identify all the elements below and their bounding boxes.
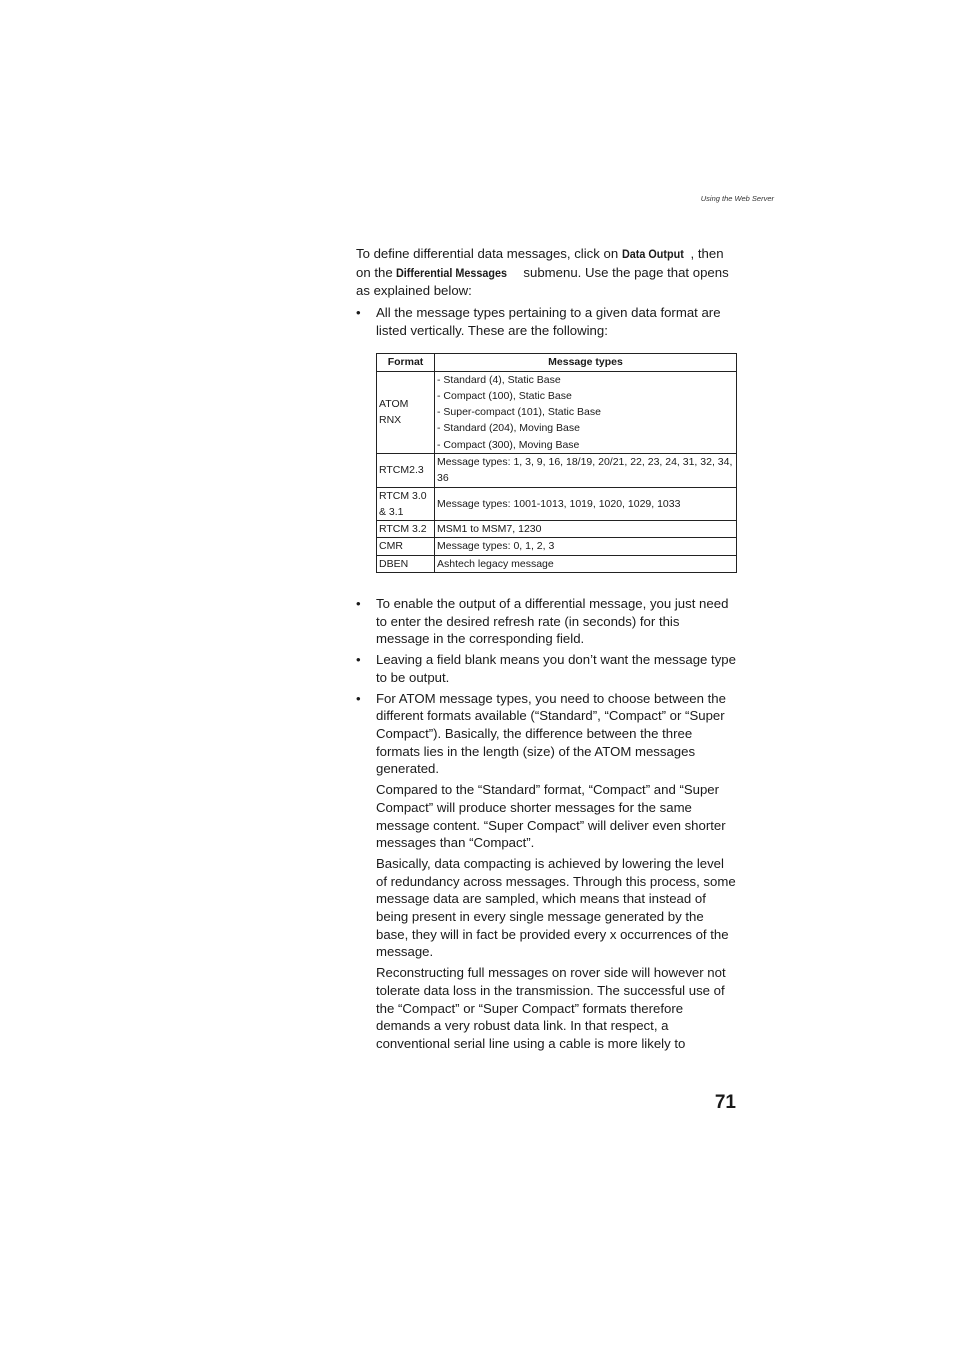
page-content [356,245,736,1056]
message-type-line: - Super-compact (101), Static Base [437,406,601,419]
message-type-line: - Compact (100), Static Base [437,389,572,402]
format-cell [377,454,435,488]
table-row [377,538,737,555]
page-number: 71 [714,1092,736,1113]
format-cell [377,521,435,538]
table-container [376,353,736,574]
bullet-item [356,595,736,648]
table-body [377,371,737,573]
bullet-list-top [356,304,736,339]
submenu-differential-messages: Differential Messages [396,265,508,280]
column-header-format: Format [377,353,435,371]
bullet-paragraph: Reconstructing full messages on rover side will however not tolerate data loss in the transmission. The successful use of the “Compact” or “Super Compact” formats therefore demands a very robust data link. In that respect, a conventional serial line using a cable is more likely to [376,965,726,1051]
menu-data-output: Data Output [621,247,684,261]
format-line: & 3.1 [379,505,404,518]
message-type-line: - Standard (204), Moving Base [437,422,580,435]
bullet-paragraph: To enable the output of a differential message, you just need to enter the desired refresh rate (in seconds) for this message in the corresponding field. [376,596,729,647]
format-line: RNX [379,414,402,427]
running-header: Using the Web Server [700,194,774,203]
bullet-glyph: • [356,305,361,321]
table-row [377,521,737,538]
bullet-paragraph: Compared to the “Standard” format, “Compact” and “Super Compact” will produce shorter messages for the same message content. “Super Compact” will deliver even shorter messages than “Compact”. [376,782,726,851]
intro-text-after: submenu. Use the page that opens as explained below: [356,264,729,299]
format-cell [377,487,435,521]
format-line: RTCM2.3 [379,464,424,477]
table-row [377,371,737,453]
intro-paragraph [356,245,736,300]
format-line: DBEN [379,557,409,570]
intro-text-before: To define differential data messages, click on [356,246,622,261]
message-types-cell [435,371,737,453]
bullet-glyph: • [356,690,361,706]
column-header-message-types: Message types [435,353,737,371]
format-line: CMR [379,540,403,553]
bullet-item [356,690,736,1053]
message-type-line: - Compact (300), Moving Base [437,438,580,451]
message-types-table [376,353,737,574]
bullet-glyph: • [356,652,361,668]
message-types-cell [435,521,737,538]
format-line: RTCM 3.2 [379,523,427,536]
bullet-item [356,651,736,686]
bullet-item [356,304,736,339]
message-types-cell [435,538,737,555]
table-row [377,555,737,572]
message-type-line: - Standard (4), Static Base [437,373,561,386]
format-cell [377,555,435,572]
bullet-paragraph: For ATOM message types, you need to choose between the different formats available (“Standard”, “Compact” or “Super Compact”). Basically, the difference between the three formats lies in the length (size) of the ATOM messages generated. [376,690,726,777]
bullet-paragraph: Leaving a field blank means you don’t want the message type to be output. [376,652,736,685]
format-cell [377,371,435,453]
message-type-line: Message types: 1001-1013, 1019, 1020, 1029, 1033 [437,497,681,510]
table-row [377,487,737,521]
message-type-line: Message types: 1, 3, 9, 16, 18/19, 20/21, 22, 23, 24, 31, 32, 34, 36 [437,456,733,485]
table-row [377,454,737,488]
format-line: RTCM 3.0 [379,489,427,502]
bullet-glyph: • [356,596,361,612]
message-types-cell [435,555,737,572]
message-type-line: Ashtech legacy message [437,557,554,570]
table-header-row [377,353,737,371]
format-line: ATOM [379,397,409,410]
bullet-list-bottom [356,595,736,1053]
message-type-line: Message types: 0, 1, 2, 3 [437,540,555,553]
bullet-text: All the message types pertaining to a given data format are listed vertically. These are the following: [376,305,721,338]
message-types-cell [435,487,737,521]
intro-text-mid: , then on the [356,246,724,280]
message-types-cell [435,454,737,488]
format-cell [377,538,435,555]
bullet-paragraph: Basically, data compacting is achieved by lowering the level of redundancy across messages. Through this process, some message data are sampled, which means that instead of being present in every single message generated by the base, they will in fact be provided every x occurrences of the message. [376,855,736,960]
message-type-line: MSM1 to MSM7, 1230 [437,523,542,536]
